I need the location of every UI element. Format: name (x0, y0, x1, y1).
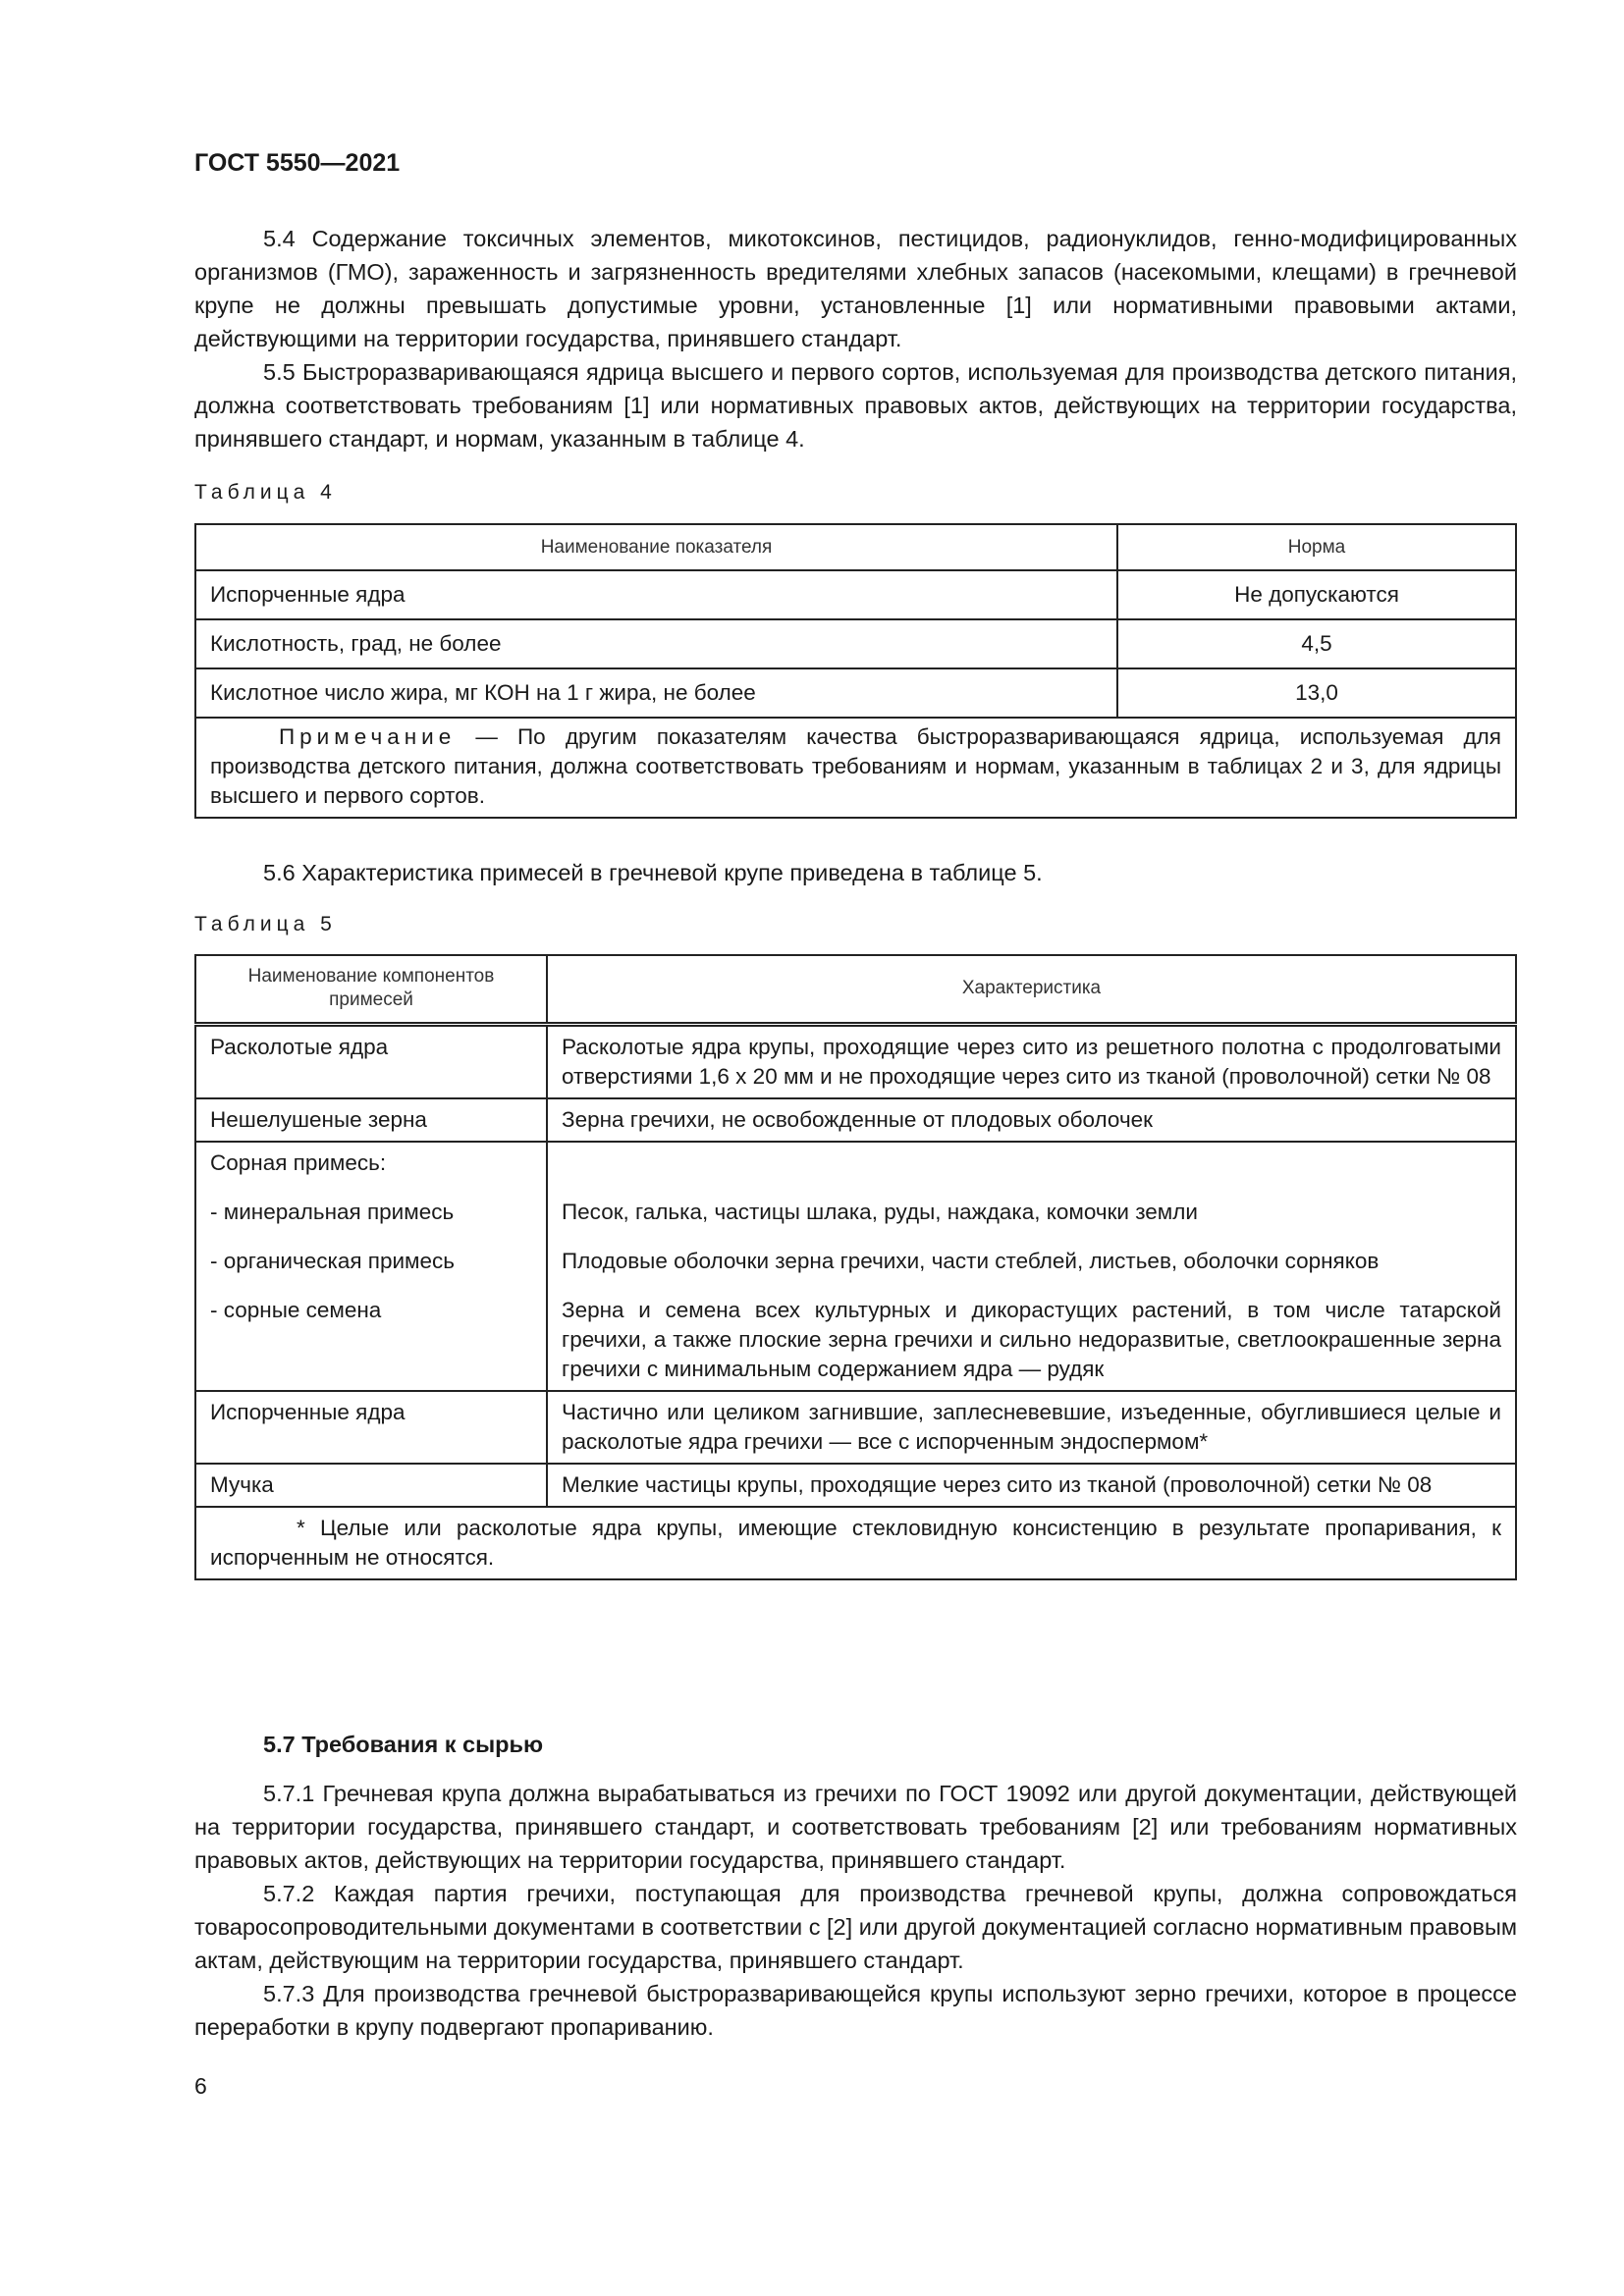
table-header: Наименование показателя (195, 524, 1117, 570)
table-header: Наименование компонентов примесей (195, 955, 547, 1024)
paragraph-5-7-3: 5.7.3 Для производства гречневой быстроразваривающейся крупы используют зерно гречихи, которое в процессе переработки в крупу подвергают пропариванию. (194, 1981, 1517, 2040)
paragraph-5-4: 5.4 Содержание токсичных элементов, микотоксинов, пестицидов, радионуклидов, генно-модифицированных организмов (ГМО), зараженность и загрязненность вредителями хлебных запасов (насекомыми, клещами) в гречневой крупе не должны превышать допустимые уровни, установленные [1] или нормативными правовыми актами, действующими на территории государства, принявшего стандарт. (194, 226, 1517, 351)
paragraph-5-7-2: 5.7.2 Каждая партия гречихи, поступающая для производства гречневой крупы, должна сопровождаться товаросопроводительными документами в соответствии с [2] или другой документацией согласно нормативным правовым актам, действующим на территории государства, принявшего стандарт. (194, 1881, 1517, 1973)
note-label: Примечание (279, 724, 457, 749)
section-5-7 (194, 1728, 1517, 2044)
paragraph-5-7-1: 5.7.1 Гречневая крупа должна вырабатываться из гречихи по ГОСТ 19092 или другой документации, действующей на территории государства, принявшего стандарт, и соответствовать требованиям [2] или требованиям нормативных правовых актов, действующих на территории государства, принявшего стандарт. (194, 1781, 1517, 1873)
sub-item: - органическая примесь (210, 1248, 455, 1273)
table-row: Испорченные ядра Частично или целиком загнившие, заплесневевшие, изъеденные, обуглившиеся целые и расколотые ядра гречихи — все с испорченным эндоспермом* (195, 1391, 1516, 1464)
page-number: 6 (194, 2073, 207, 2099)
table-note (195, 718, 1516, 818)
note-text: — По другим показателям качества быстроразваривающаяся ядрица, используемая для производства детского питания, должна соответствовать требованиям и нормам, указанным в таблицах 2 и 3, для ядрицы высшего и первого сортов. (210, 724, 1501, 808)
document-id: ГОСТ 5550—2021 (194, 149, 401, 177)
table-5-caption: Таблица 5 (194, 913, 337, 935)
intro-paragraphs (194, 222, 1517, 455)
table-header: Норма (1117, 524, 1516, 570)
sub-item-desc: Плодовые оболочки зерна гречихи, части стеблей, листьев, оболочки сорняков (562, 1248, 1380, 1273)
table-row: Нешелушеные зерна Зерна гречихи, не освобожденные от плодовых оболочек (195, 1098, 1516, 1142)
section-heading: 5.7 Требования к сырью (263, 1732, 544, 1757)
table-row: Кислотность, град, не более 4,5 (195, 619, 1516, 668)
table-header: Характеристика (547, 955, 1516, 1024)
paragraph-5-6: 5.6 Характеристика примесей в гречневой крупе приведена в таблице 5. (263, 860, 1043, 885)
sub-item: - минеральная примесь (210, 1199, 455, 1224)
paragraph-5-6-wrap (194, 856, 1517, 889)
table-footnote: * Целые или расколотые ядра крупы, имеющие стекловидную консистенцию в результате пропаривания, к испорченным не относятся. (195, 1507, 1516, 1579)
paragraph-5-5: 5.5 Быстроразваривающаяся ядрица высшего и первого сортов, используемая для производства детского питания, должна соответствовать требованиям [1] или нормативных правовых актов, действующих на территории государства, принявшего стандарт, и нормам, указанным в таблице 4. (194, 359, 1517, 452)
table-4 (194, 523, 1517, 819)
sub-item: - сорные семена (210, 1297, 382, 1322)
weed-impurity-title: Сорная примесь: (210, 1149, 387, 1175)
sub-item-desc: Зерна и семена всех культурных и дикорастущих растений, в том числе татарской гречихи, а также плоские зерна гречихи и сильно недоразвитые, светлоокрашенные зерна гречихи с минимальным содержанием ядра — рудяк (562, 1297, 1501, 1381)
table-row (195, 1142, 1516, 1391)
table-row: Испорченные ядра Не допускаются (195, 570, 1516, 619)
table-5 (194, 954, 1517, 1580)
table-row: Расколотые ядра Расколотые ядра крупы, проходящие через сито из решетного полотна с продолговатыми отверстиями 1,6 х 20 мм и не проходящие через сито из тканой (проволочной) сетки № 08 (195, 1024, 1516, 1098)
table-row: Мучка Мелкие частицы крупы, проходящие через сито из тканой (проволочной) сетки № 08 (195, 1464, 1516, 1507)
sub-item-desc: Песок, галька, частицы шлака, руды, наждака, комочки земли (562, 1199, 1198, 1224)
table-row: Кислотное число жира, мг КОН на 1 г жира, не более 13,0 (195, 668, 1516, 718)
table-4-caption: Таблица 4 (194, 481, 337, 504)
